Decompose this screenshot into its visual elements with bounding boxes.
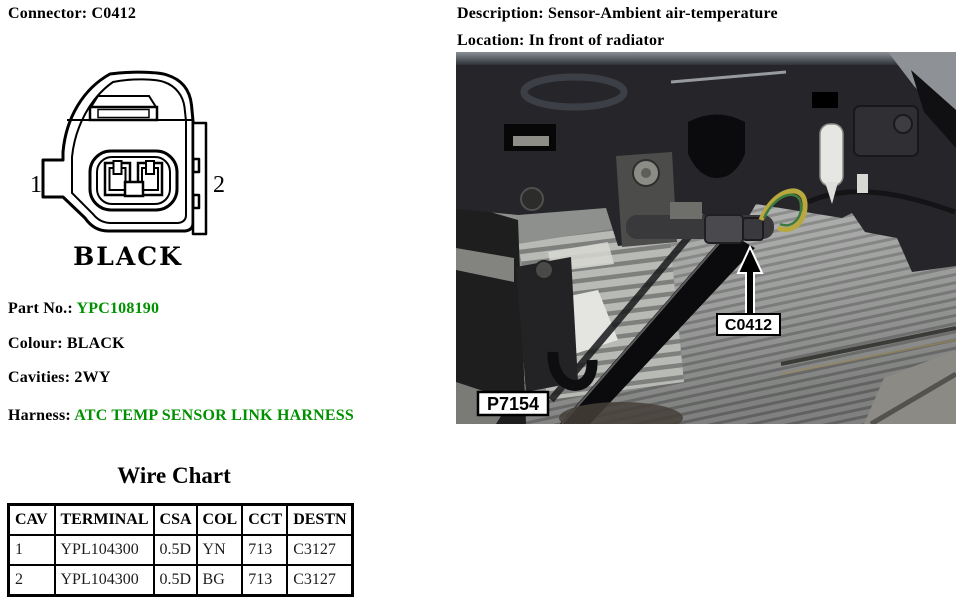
pin-1-label: 1 bbox=[30, 172, 42, 198]
harness-value: ATC TEMP SENSOR LINK HARNESS bbox=[74, 407, 355, 424]
bumper-top-band bbox=[456, 52, 956, 65]
callout-text: C0412 bbox=[724, 317, 773, 334]
part-no-row bbox=[8, 300, 159, 318]
barcode-sticker bbox=[513, 136, 549, 146]
white-clip bbox=[820, 124, 843, 186]
wire-chart-header-row bbox=[9, 505, 353, 536]
wire-chart-table bbox=[7, 503, 354, 597]
white-clip-small bbox=[857, 174, 868, 193]
table-row bbox=[9, 535, 353, 565]
col-header-terminal: TERMINAL bbox=[55, 505, 154, 536]
cell-destn: C3127 bbox=[287, 565, 352, 596]
part-no-value: YPC108190 bbox=[76, 300, 160, 317]
terminal-1-slot bbox=[114, 161, 122, 174]
connector-label: Connector: C0412 bbox=[8, 5, 137, 22]
connector-colour-caption: BLACK bbox=[73, 242, 183, 271]
center-key-tab bbox=[125, 182, 143, 196]
panel-vent-hole bbox=[812, 92, 838, 108]
harness-row bbox=[8, 407, 354, 425]
photo-id-text: P7154 bbox=[486, 394, 540, 414]
col-header-destn: DESTN bbox=[287, 505, 352, 536]
cell-cct: 713 bbox=[242, 535, 287, 565]
col-header-cct: CCT bbox=[242, 505, 287, 536]
cell-cav: 2 bbox=[9, 565, 55, 596]
cell-col: YN bbox=[197, 535, 243, 565]
harness-label: Harness: bbox=[8, 407, 71, 424]
bracket-screw-center bbox=[641, 168, 651, 178]
pin-2-label: 2 bbox=[213, 172, 225, 198]
cell-cct: 713 bbox=[242, 565, 287, 596]
sensor-bracket bbox=[670, 202, 702, 219]
connector-latch-top bbox=[91, 96, 156, 107]
terminal-2-slot bbox=[146, 161, 154, 174]
cavities-row: Cavities: 2WY bbox=[8, 369, 111, 386]
col-header-csa: CSA bbox=[154, 505, 197, 536]
cell-col: BG bbox=[197, 565, 243, 596]
colour-row: Colour: BLACK bbox=[8, 335, 125, 352]
bracket-pivot bbox=[535, 261, 553, 279]
part-no-label: Part No.: bbox=[8, 300, 73, 317]
cell-terminal: YPL104300 bbox=[55, 535, 154, 565]
right-grommet bbox=[894, 115, 912, 133]
sensor-connector-body bbox=[705, 215, 743, 243]
table-row bbox=[9, 565, 353, 596]
wire-chart-title: Wire Chart bbox=[117, 463, 231, 488]
cell-terminal: YPL104300 bbox=[55, 565, 154, 596]
connector-side-rail bbox=[193, 123, 206, 234]
col-header-col: COL bbox=[197, 505, 243, 536]
cell-csa: 0.5D bbox=[154, 565, 197, 596]
col-header-cav: CAV bbox=[9, 505, 55, 536]
panel-bolt bbox=[521, 188, 543, 210]
cell-csa: 0.5D bbox=[154, 535, 197, 565]
description-label: Description: Sensor-Ambient air-temperature bbox=[457, 5, 778, 22]
connector-diagram bbox=[10, 58, 240, 278]
location-photo bbox=[456, 52, 956, 424]
cell-destn: C3127 bbox=[287, 535, 352, 565]
cell-cav: 1 bbox=[9, 535, 55, 565]
sensor-connector-plug bbox=[743, 218, 763, 240]
location-label: Location: In front of radiator bbox=[457, 32, 665, 49]
